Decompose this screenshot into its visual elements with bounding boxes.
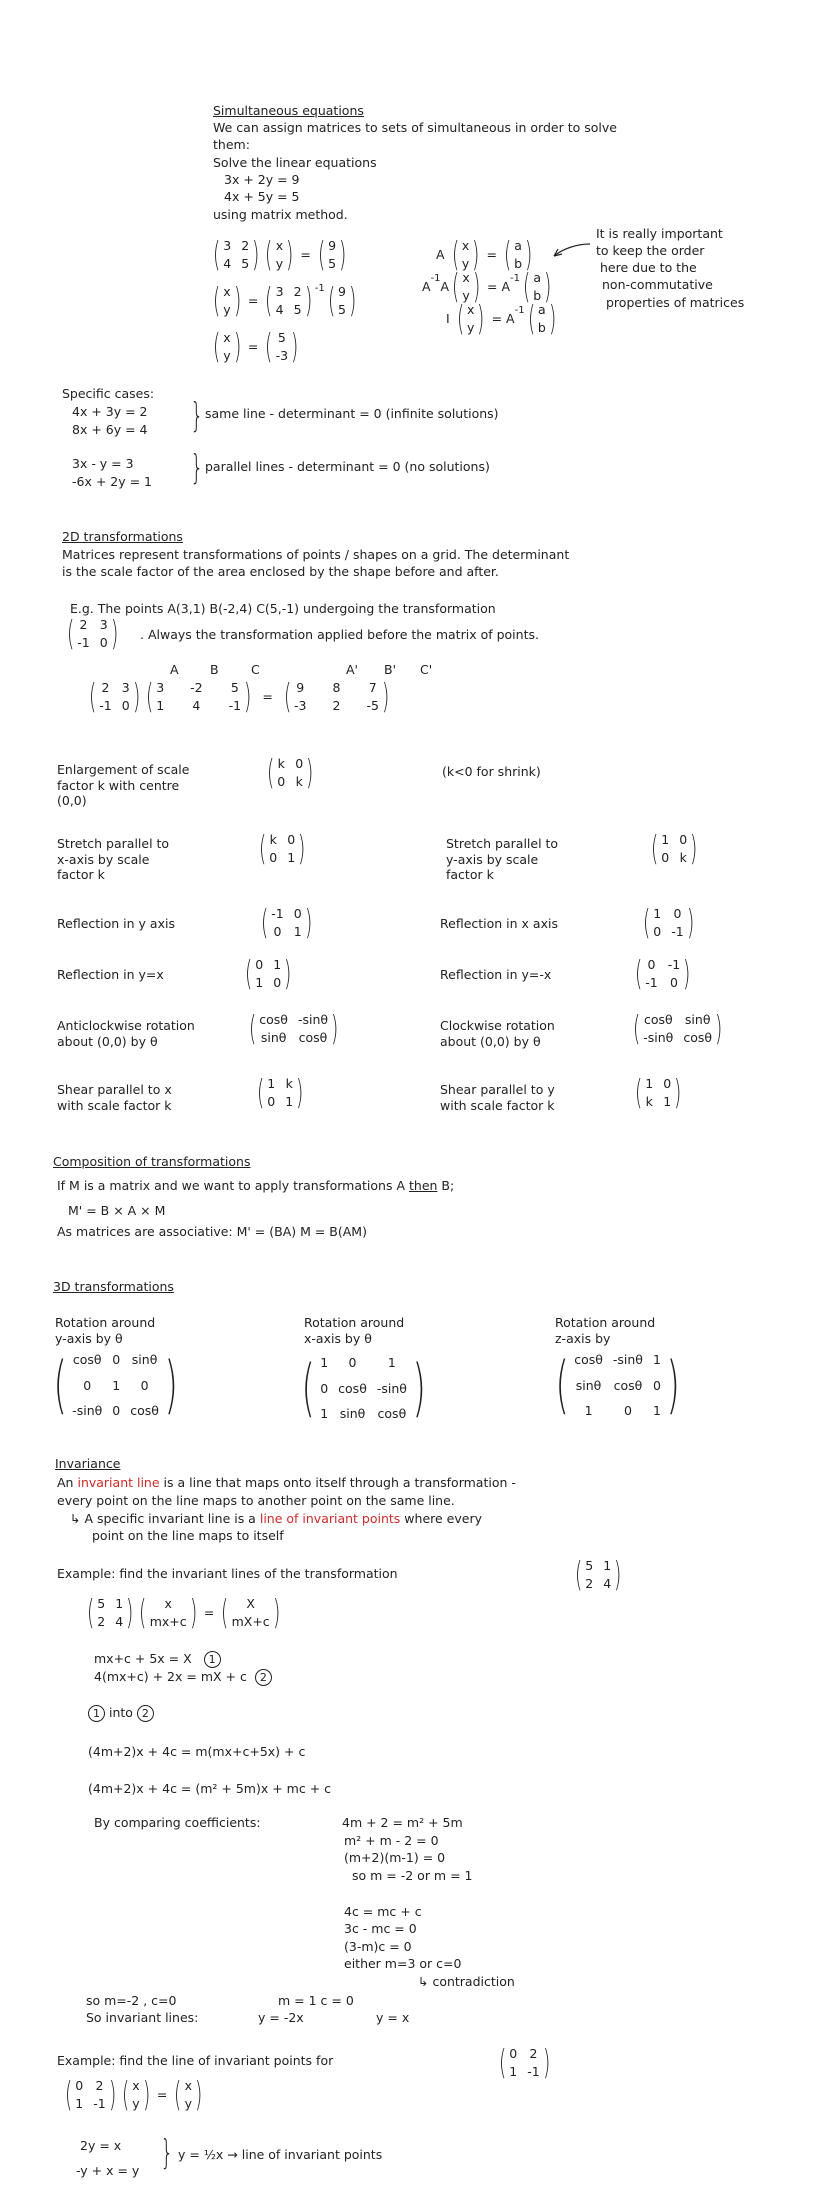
brace-icon: }	[190, 448, 204, 488]
invariance-line-4: point on the line maps to itself	[92, 1528, 284, 1543]
result-line-2c: y = x	[376, 2010, 410, 2025]
working-eq-2: 4(mx+c) + 2x = mX + c 2	[94, 1669, 272, 1686]
reflection-x-axis-matrix: ( 1 0 0 -1 )	[642, 903, 694, 943]
invariant-points-equation: ( 0 2 1 -1 ) ( x y ) = ( x y )	[64, 2075, 203, 2115]
composition-heading: Composition of transformations	[53, 1154, 251, 1169]
coeff-step-8: either m=3 or c=0	[344, 1956, 462, 1971]
invariance-line-3: ↳ A specific invariant line is a line of invariant points where every	[70, 1511, 482, 1526]
invariant-equation: ( 5 1 2 4 ) ( x mx+c ) = ( X mX+c )	[86, 1593, 280, 1633]
reflection-y-eq-neg-x-matrix: ( 0 -1 -1 0 )	[634, 954, 691, 994]
note-line-1: It is really important	[596, 226, 723, 241]
result-line-1b: m = 1 c = 0	[278, 1993, 354, 2008]
2d-paragraph-2: is the scale factor of the area enclosed by the shape before and after.	[62, 564, 499, 579]
coeff-step-6: 3c - mc = 0	[344, 1921, 417, 1936]
composition-line-1: If M is a matrix and we want to apply transformations A then B;	[57, 1178, 455, 1193]
reflection-x-axis-label: Reflection in x axis	[440, 916, 558, 931]
compare-coefficients: By comparing coefficients:	[94, 1815, 261, 1830]
note-line-3: here due to the	[600, 260, 697, 275]
2d-example-line-1: E.g. The points A(3,1) B(-2,4) C(5,-1) undergoing the transformation	[70, 601, 496, 616]
coeff-step-7: (3-m)c = 0	[344, 1939, 412, 1954]
composition-line-2: M' = B × A × M	[68, 1203, 166, 1218]
point-label-c: C	[251, 662, 260, 677]
anticlockwise-rotation-matrix: ( cosθ -sinθ sinθ cosθ )	[248, 1009, 339, 1049]
case-2-eq-b: -6x + 2y = 1	[72, 474, 153, 489]
point-label-b-prime: B'	[384, 662, 397, 677]
brace-icon: }	[160, 2133, 174, 2173]
enlargement-matrix: ( k 0 0 k )	[266, 753, 314, 793]
simultaneous-intro-1: We can assign matrices to sets of simultaneous in order to solve	[213, 120, 617, 135]
result-line-2a: So invariant lines:	[86, 2010, 199, 2025]
working-eq-3: (4m+2)x + 4c = m(mx+c+5x) + c	[88, 1744, 306, 1759]
example-multiplication: ( 2 3 -1 0 ) ( 3 -2 5 1 4 -1 ) = ( 9 8 7 -3 2 -5 )	[88, 677, 390, 717]
anticlockwise-rotation-label: Anticlockwise rotation about (0,0) by θ	[57, 1018, 195, 1049]
simultaneous-heading: Simultaneous equations	[213, 103, 364, 118]
3d-heading: 3D transformations	[53, 1279, 174, 1294]
case-1-description: same line - determinant = 0 (infinite solutions)	[205, 406, 499, 421]
2d-heading: 2D transformations	[62, 529, 183, 544]
arrow-icon	[550, 240, 592, 262]
shear-x-label: Shear parallel to x with scale factor k	[57, 1082, 172, 1113]
matrix-result: ( x y ) = ( 5 -3 )	[212, 327, 299, 367]
point-label-a: A	[170, 662, 179, 677]
clockwise-rotation-label: Clockwise rotation about (0,0) by θ	[440, 1018, 555, 1049]
rotation-z-label: Rotation around z-axis by	[555, 1315, 656, 1346]
reflection-y-axis-matrix: ( -1 0 0 1 )	[260, 903, 312, 943]
example-transform-matrix: ( 2 3 -1 0 )	[66, 614, 118, 654]
invariance-line-2: every point on the line maps to another point on the same line.	[57, 1493, 455, 1508]
final-eq-2: -y + x = y	[76, 2163, 140, 2178]
case-1-eq-b: 8x + 6y = 4	[72, 422, 148, 437]
stretch-x-label: Stretch parallel to x-axis by scale factor k	[57, 836, 170, 883]
matrix-equation-1: ( 3 2 4 5 ) ( x y ) = ( 9 5 )	[212, 235, 347, 275]
example-2-matrix: ( 0 2 1 -1 )	[498, 2043, 550, 2083]
shear-x-matrix: ( 1 k 0 1 )	[256, 1073, 304, 1113]
point-label-b: B	[210, 662, 219, 677]
result-line-2b: y = -2x	[258, 2010, 304, 2025]
point-label-a-prime: A'	[346, 662, 358, 677]
note-line-2: to keep the order	[596, 243, 705, 258]
coeff-step-3: (m+2)(m-1) = 0	[344, 1850, 446, 1865]
reflection-y-eq-neg-x-label: Reflection in y=-x	[440, 967, 552, 982]
substitute-step: 1 into 2	[88, 1705, 154, 1722]
stretch-x-matrix: ( k 0 0 1 )	[258, 829, 306, 869]
example-1-matrix: ( 5 1 2 4 )	[574, 1555, 622, 1595]
enlargement-label: Enlargement of scale factor k with centre (0,0)	[57, 762, 190, 809]
equation-2: 4x + 5y = 5	[224, 189, 300, 204]
coeff-step-5: 4c = mc + c	[344, 1904, 422, 1919]
coeff-step-4: so m = -2 or m = 1	[352, 1868, 473, 1883]
rotation-y-matrix: ( cosθ 0 sinθ 0 1 0 -sinθ 0 cosθ )	[53, 1348, 178, 1422]
rotation-x-label: Rotation around x-axis by θ	[304, 1315, 405, 1346]
coeff-step-1: 4m + 2 = m² + 5m	[342, 1815, 463, 1830]
final-result: y = ½x → line of invariant points	[178, 2147, 383, 2162]
note-line-4: non-commutative	[602, 277, 713, 292]
reflection-y-eq-x-label: Reflection in y=x	[57, 967, 164, 982]
rotation-z-matrix: ( cosθ -sinθ 1 sinθ cosθ 0 1 0 1 )	[555, 1348, 680, 1422]
coeff-step-9: ↳ contradiction	[418, 1974, 515, 1989]
example-1-title: Example: find the invariant lines of the transformation	[57, 1566, 398, 1581]
note-line-5: properties of matrices	[606, 295, 745, 310]
matrix-equation-2: ( x y ) = ( 3 2 4 5 ) $^{-1}$ ( 9 5 )	[212, 281, 357, 321]
rotation-y-label: Rotation around y-axis by θ	[55, 1315, 156, 1346]
invariance-heading: Invariance	[55, 1456, 121, 1471]
stretch-y-label: Stretch parallel to y-axis by scale factor k	[446, 836, 559, 883]
stretch-y-matrix: ( 1 0 0 k )	[650, 829, 698, 869]
general-form-1: A ( x y ) = ( a b )	[436, 235, 533, 275]
shrink-note: (k<0 for shrink)	[442, 764, 541, 779]
result-line-1a: so m=-2 , c=0	[86, 1993, 177, 2008]
2d-paragraph-1: Matrices represent transformations of points / shapes on a grid. The determinant	[62, 547, 570, 562]
2d-example-line-2: . Always the transformation applied before the matrix of points.	[140, 627, 539, 642]
working-eq-1: mx+c + 5x = X 1	[94, 1651, 221, 1668]
working-eq-4: (4m+2)x + 4c = (m² + 5m)x + mc + c	[88, 1781, 332, 1796]
coeff-step-2: m² + m - 2 = 0	[344, 1833, 439, 1848]
general-form-3: I ( x y ) = A $^{-1}$ ( a b )	[446, 299, 557, 339]
shear-y-label: Shear parallel to y with scale factor k	[440, 1082, 555, 1113]
brace-icon: }	[190, 396, 204, 436]
point-label-c-prime: C'	[420, 662, 433, 677]
general-form-2: A $^{-1}$ A ( x y ) = A $^{-1}$ ( a b )	[422, 267, 552, 307]
shear-y-matrix: ( 1 0 k 1 )	[634, 1073, 682, 1113]
simultaneous-intro-2: them:	[213, 137, 250, 152]
composition-line-3: As matrices are associative: M' = (BA) M = B(AM)	[57, 1224, 367, 1239]
rotation-x-matrix: ( 1 0 1 0 cosθ -sinθ 1 sinθ cosθ )	[301, 1351, 426, 1425]
final-eq-1: 2y = x	[80, 2138, 122, 2153]
reflection-y-axis-label: Reflection in y axis	[57, 916, 175, 931]
reflection-y-eq-x-matrix: ( 0 1 1 0 )	[244, 954, 292, 994]
case-2-description: parallel lines - determinant = 0 (no solutions)	[205, 459, 490, 474]
case-1-eq-a: 4x + 3y = 2	[72, 404, 148, 419]
example-2-title: Example: find the line of invariant points for	[57, 2053, 334, 2068]
invariance-line-1: An invariant line is a line that maps onto itself through a transformation -	[57, 1475, 516, 1490]
case-2-eq-a: 3x - y = 3	[72, 456, 134, 471]
equation-1: 3x + 2y = 9	[224, 172, 300, 187]
specific-cases-heading: Specific cases:	[62, 386, 155, 401]
method-text: using matrix method.	[213, 207, 348, 222]
clockwise-rotation-matrix: ( cosθ sinθ -sinθ cosθ )	[632, 1009, 723, 1049]
solve-text: Solve the linear equations	[213, 155, 377, 170]
